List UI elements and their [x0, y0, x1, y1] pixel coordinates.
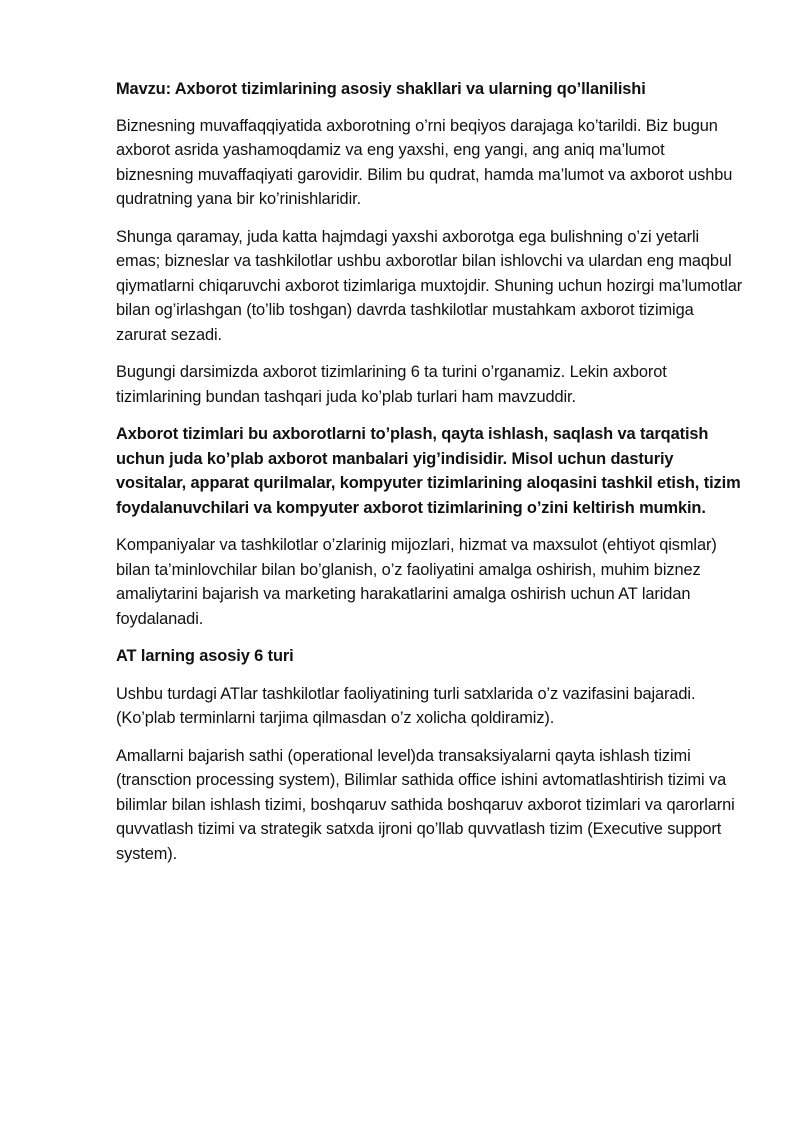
paragraph-need: Shunga qaramay, juda katta hajmdagi yaxshi axborotga ega bulishning o’zi yetarli emas; bizneslar va tashkilotlar ushbu axborotlar bilan ishlovchi va ulardan eng maqbul qiymatlarni chiqaruvchi axborot tizimlariga muxtojdir. Shuning uchun hozirgi ma’lumotlar bilan og’irlashgan (to’lib toshgan) davrda tashkilotlar mustahkam axborot tizimiga zarurat sezadi. [116, 227, 743, 344]
paragraph-intro: Biznesning muvaffaqqiyatida axborotning o’rni beqiyos darajaga ko’tarildi. Biz bugun axborot asrida yashamoqdamiz va eng yaxshi, eng yangi, ang aniq ma’lumot biznesning muvaffaqiyati garovidir. Bilim bu qudrat, hamda ma’lumot va axborot ushbu qudratning yana bir ko’rinishlaridir. [116, 116, 733, 208]
document-title: Mavzu: Axborot tizimlarining asosiy shakllari va ularning qo’llanilishi [116, 80, 646, 98]
paragraph-lesson: Bugungi darsimizda axborot tizimlarining 6 ta turini o’rganamiz. Lekin axborot tizimlarining bundan tashqari juda ko’plab turlari ham mavzuddir. [116, 363, 667, 406]
paragraph-levels: Ushbu turdagi ATlar tashkilotlar faoliyatining turli satxlarida o’z vazifasini bajaradi. (Ko’plab terminlarni tarjima qilmasdan o’z xolicha qoldiramiz). [116, 684, 696, 727]
paragraph-definition: Axborot tizimlari bu axborotlarni to’plash, qayta ishlash, saqlash va tarqatish uchun juda ko’plab axborot manbalari yig’indisidir. Misol uchun dasturiy vositalar, apparat qurilmalar, kompyuter tizimlarining aloqasini tashkil etish, tizim foydalanuvchilari va kompyuter axborot tizimlarining o’zini keltirish mumkin. [116, 425, 741, 517]
section-heading: AT larning asosiy 6 turi [116, 647, 294, 665]
paragraph-systems: Amallarni bajarish sathi (operational level)da transaksiyalarni qayta ishlash tizimi (transction processing system), Bilimlar sathida office ishini avtomatlashtirish tizimi va bilimlar bilan ishlash tizimi, boshqaruv sathida boshqaruv axborot tizimlari va qarorlarni quvvatlash tizimi va strategik satxda ijroni qo’llab quvvatlash tizim (Executive support system). [116, 746, 735, 863]
paragraph-usage: Kompaniyalar va tashkilotlar o’zlarinig mijozlari, hizmat va maxsulot (ehtiyot qismlar) bilan ta’minlovchilar bilan bo’glanish, o’z faoliyatini amalga oshirish, muhim biznez amaliytarini bajarish va marketing harakatlarini amalga oshirish uchun AT laridan foydalanadi. [116, 536, 717, 628]
document-page [116, 77, 746, 879]
